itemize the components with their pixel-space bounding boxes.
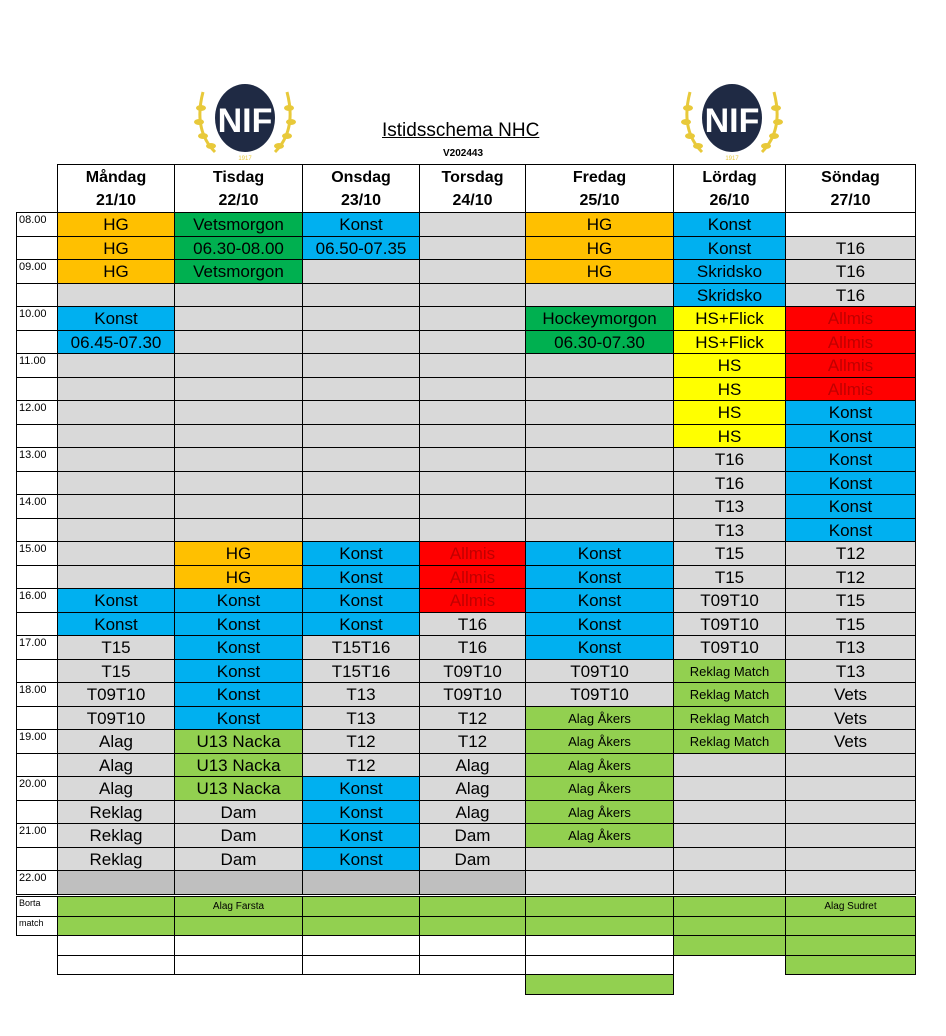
schedule-slot: Konst xyxy=(302,800,420,824)
schedule-slot xyxy=(419,330,526,354)
schedule-slot xyxy=(419,518,526,542)
schedule-slot: U13 Nacka xyxy=(174,776,303,801)
schedule-slot: Konst xyxy=(302,212,420,237)
schedule-slot: T15 xyxy=(57,659,175,683)
schedule-slot: T09T10 xyxy=(673,612,786,636)
schedule-slot: Konst xyxy=(525,541,674,566)
day-date: 27/10 xyxy=(830,191,871,209)
day-date: 24/10 xyxy=(452,191,493,209)
time-label xyxy=(16,659,58,683)
away-slot xyxy=(419,916,526,936)
schedule-title: Istidsschema NHC xyxy=(382,120,540,141)
day-header xyxy=(174,164,303,213)
schedule-slot: T15 xyxy=(673,541,786,566)
schedule-slot: T09T10 xyxy=(525,659,674,683)
time-label xyxy=(16,847,58,871)
schedule-slot: Reklag xyxy=(57,823,175,848)
svg-text:NIF: NIF xyxy=(217,102,273,140)
day-name: Torsdag xyxy=(441,168,504,186)
day-header xyxy=(673,164,786,213)
time-label xyxy=(16,330,58,354)
schedule-slot: T15 xyxy=(785,588,916,613)
day-date: 22/10 xyxy=(218,191,259,209)
schedule-slot: Allmis xyxy=(785,353,916,378)
schedule-slot: T16 xyxy=(419,635,526,660)
time-label: 11.00 xyxy=(16,353,58,378)
schedule-slot xyxy=(57,870,175,895)
schedule-slot: T09T10 xyxy=(419,682,526,707)
away-slot xyxy=(174,935,303,956)
schedule-slot xyxy=(57,424,175,448)
schedule-slot: T09T10 xyxy=(673,635,786,660)
time-label: 14.00 xyxy=(16,494,58,519)
away-slot xyxy=(673,935,786,956)
schedule-slot: T09T10 xyxy=(57,706,175,730)
schedule-slot: T09T10 xyxy=(57,682,175,707)
schedule-slot: Alag xyxy=(419,800,526,824)
schedule-slot xyxy=(302,330,420,354)
schedule-slot: T13 xyxy=(302,706,420,730)
schedule-slot: Konst xyxy=(525,612,674,636)
schedule-slot: T09T10 xyxy=(525,682,674,707)
schedule-slot: Konst xyxy=(302,823,420,848)
schedule-slot: Konst xyxy=(785,471,916,495)
time-label: 15.00 xyxy=(16,541,58,566)
schedule-slot xyxy=(174,400,303,425)
day-name: Tisdag xyxy=(212,168,265,186)
schedule-slot xyxy=(673,823,786,848)
schedule-slot: HG xyxy=(525,259,674,284)
away-slot xyxy=(302,896,420,917)
away-slot xyxy=(419,935,526,956)
away-slot xyxy=(525,955,674,975)
schedule-slot: T15 xyxy=(673,565,786,589)
schedule-slot: Konst xyxy=(302,565,420,589)
away-slot xyxy=(57,896,175,917)
schedule-slot xyxy=(785,753,916,777)
schedule-slot: T15T16 xyxy=(302,635,420,660)
schedule-slot xyxy=(673,870,786,895)
schedule-slot: Vets xyxy=(785,729,916,754)
schedule-slot xyxy=(174,447,303,472)
schedule-slot: Konst xyxy=(785,400,916,425)
schedule-slot: T09T10 xyxy=(673,588,786,613)
schedule-slot: Konst xyxy=(673,236,786,260)
schedule-slot: Alag Åkers xyxy=(525,800,674,824)
svg-text:1917: 1917 xyxy=(238,156,252,162)
schedule-slot xyxy=(57,494,175,519)
time-label: 08.00 xyxy=(16,212,58,237)
away-slot xyxy=(419,896,526,917)
schedule-slot: Reklag Match xyxy=(673,659,786,683)
time-label xyxy=(16,612,58,636)
schedule-slot xyxy=(525,353,674,378)
schedule-slot: Reklag Match xyxy=(673,706,786,730)
schedule-slot xyxy=(785,870,916,895)
day-date: 21/10 xyxy=(95,191,137,209)
away-slot xyxy=(419,955,526,975)
schedule-slot xyxy=(302,259,420,284)
schedule-slot xyxy=(525,400,674,425)
day-header xyxy=(57,164,175,213)
schedule-slot: 06.45-07.30 xyxy=(57,330,175,354)
schedule-slot xyxy=(174,330,303,354)
day-name: Lördag xyxy=(702,168,757,186)
schedule-slot: HS xyxy=(673,424,786,448)
away-slot: Alag Farsta xyxy=(174,896,303,917)
day-date: 26/10 xyxy=(709,191,750,209)
day-header xyxy=(302,164,420,213)
schedule-slot: Reklag Match xyxy=(673,729,786,754)
time-label xyxy=(16,753,58,777)
schedule-slot xyxy=(419,259,526,284)
schedule-slot: T12 xyxy=(785,541,916,566)
time-label: 22.00 xyxy=(16,870,58,895)
schedule-slot: Konst xyxy=(785,518,916,542)
schedule-slot: Konst xyxy=(174,706,303,730)
schedule-slot: Konst xyxy=(174,588,303,613)
schedule-slot xyxy=(174,353,303,378)
schedule-slot xyxy=(57,518,175,542)
schedule-slot: U13 Nacka xyxy=(174,753,303,777)
away-slot: Alag Sudret xyxy=(785,896,916,917)
schedule-slot: HS+Flick xyxy=(673,306,786,331)
schedule-slot: T13 xyxy=(302,682,420,707)
schedule-slot: Reklag xyxy=(57,800,175,824)
schedule-slot: Konst xyxy=(174,659,303,683)
schedule-slot: Konst xyxy=(57,588,175,613)
time-label: 19.00 xyxy=(16,729,58,754)
schedule-slot: HS+Flick xyxy=(673,330,786,354)
schedule-slot xyxy=(302,400,420,425)
schedule-slot: HG xyxy=(57,259,175,284)
schedule-slot: Skridsko xyxy=(673,259,786,284)
schedule-slot xyxy=(302,283,420,307)
schedule-slot: Vetsmorgon xyxy=(174,259,303,284)
time-label: 17.00 xyxy=(16,635,58,660)
schedule-slot xyxy=(174,283,303,307)
day-name: Fredag xyxy=(572,168,627,186)
time-label: 16.00 xyxy=(16,588,58,613)
schedule-slot: 06.30-07.30 xyxy=(525,330,674,354)
schedule-slot: Konst xyxy=(302,847,420,871)
schedule-slot: Alag Åkers xyxy=(525,706,674,730)
schedule-slot: Konst xyxy=(174,612,303,636)
version-label: V202443 xyxy=(443,148,484,159)
schedule-slot: Vetsmorgon xyxy=(174,212,303,237)
time-label xyxy=(16,706,58,730)
away-label: Borta xyxy=(16,896,58,917)
away-slot xyxy=(673,896,786,917)
schedule-slot: T16 xyxy=(785,283,916,307)
time-label: 13.00 xyxy=(16,447,58,472)
schedule-slot xyxy=(419,353,526,378)
schedule-slot xyxy=(57,283,175,307)
schedule-slot xyxy=(525,424,674,448)
schedule-slot: Alag xyxy=(419,753,526,777)
schedule-slot: Reklag Match xyxy=(673,682,786,707)
svg-text:NIF: NIF xyxy=(704,102,760,140)
schedule-slot: Konst xyxy=(525,588,674,613)
schedule-slot: Alag xyxy=(419,776,526,801)
schedule-slot xyxy=(785,212,916,237)
schedule-slot xyxy=(673,847,786,871)
schedule-slot: T12 xyxy=(419,706,526,730)
schedule-slot: Konst xyxy=(302,541,420,566)
schedule-slot xyxy=(57,447,175,472)
schedule-slot xyxy=(57,471,175,495)
schedule-slot: Dam xyxy=(174,823,303,848)
schedule-slot: Allmis xyxy=(785,377,916,401)
schedule-slot xyxy=(525,471,674,495)
schedule-slot xyxy=(525,494,674,519)
schedule-slot xyxy=(174,471,303,495)
schedule-slot xyxy=(785,776,916,801)
schedule-slot xyxy=(174,870,303,895)
schedule-slot xyxy=(57,400,175,425)
away-slot xyxy=(785,935,916,956)
schedule-slot: Konst xyxy=(785,447,916,472)
schedule-slot xyxy=(302,447,420,472)
away-slot xyxy=(525,974,674,995)
schedule-slot: Allmis xyxy=(419,541,526,566)
day-name: Söndag xyxy=(821,168,880,186)
time-label: 18.00 xyxy=(16,682,58,707)
schedule-slot xyxy=(57,377,175,401)
schedule-slot: HG xyxy=(174,565,303,589)
away-slot xyxy=(525,896,674,917)
schedule-slot: T16 xyxy=(419,612,526,636)
schedule-slot: Konst xyxy=(525,565,674,589)
schedule-slot: HS xyxy=(673,400,786,425)
schedule-slot: 06.30-08.00 xyxy=(174,236,303,260)
schedule-slot xyxy=(525,870,674,895)
schedule-slot: HS xyxy=(673,353,786,378)
away-label: match xyxy=(16,916,58,936)
schedule-slot xyxy=(673,776,786,801)
time-label xyxy=(16,424,58,448)
schedule-slot: Konst xyxy=(174,635,303,660)
day-date: 23/10 xyxy=(340,191,382,209)
away-slot xyxy=(302,955,420,975)
schedule-slot: Alag Åkers xyxy=(525,823,674,848)
schedule-slot: Dam xyxy=(174,800,303,824)
schedule-slot: Allmis xyxy=(419,588,526,613)
schedule-slot xyxy=(174,424,303,448)
schedule-slot xyxy=(525,447,674,472)
time-label xyxy=(16,800,58,824)
schedule-slot: Konst xyxy=(57,612,175,636)
svg-text:1917: 1917 xyxy=(725,156,739,162)
schedule-slot: Konst xyxy=(302,776,420,801)
schedule-slot xyxy=(785,847,916,871)
away-slot xyxy=(174,955,303,975)
schedule-slot: Alag Åkers xyxy=(525,729,674,754)
time-label: 10.00 xyxy=(16,306,58,331)
schedule-slot: Konst xyxy=(302,588,420,613)
time-label xyxy=(16,283,58,307)
schedule-slot: Konst xyxy=(785,424,916,448)
schedule-slot: Dam xyxy=(419,847,526,871)
schedule-slot: Reklag xyxy=(57,847,175,871)
schedule-slot xyxy=(785,823,916,848)
schedule-slot xyxy=(302,424,420,448)
schedule-slot xyxy=(419,471,526,495)
away-slot xyxy=(525,916,674,936)
schedule-slot: Konst xyxy=(673,212,786,237)
schedule-slot: HG xyxy=(174,541,303,566)
schedule-slot: Konst xyxy=(785,494,916,519)
schedule-slot xyxy=(419,283,526,307)
schedule-slot: T16 xyxy=(673,471,786,495)
day-name: Onsdag xyxy=(331,168,391,186)
schedule-slot: T12 xyxy=(785,565,916,589)
away-slot xyxy=(57,955,175,975)
schedule-slot xyxy=(419,236,526,260)
schedule-slot: Vets xyxy=(785,706,916,730)
schedule-slot: T13 xyxy=(785,659,916,683)
away-slot xyxy=(57,916,175,936)
day-header xyxy=(525,164,674,213)
day-header xyxy=(785,164,916,213)
schedule-slot: Dam xyxy=(174,847,303,871)
schedule-slot: T12 xyxy=(419,729,526,754)
time-label xyxy=(16,565,58,589)
schedule-slot: T15T16 xyxy=(302,659,420,683)
schedule-slot: Allmis xyxy=(785,330,916,354)
schedule-slot xyxy=(174,306,303,331)
schedule-slot: Konst xyxy=(57,306,175,331)
schedule-slot: U13 Nacka xyxy=(174,729,303,754)
away-slot xyxy=(785,955,916,975)
time-label: 12.00 xyxy=(16,400,58,425)
schedule-slot xyxy=(525,377,674,401)
time-label xyxy=(16,471,58,495)
schedule-slot: Dam xyxy=(419,823,526,848)
schedule-slot xyxy=(57,541,175,566)
schedule-slot xyxy=(419,870,526,895)
schedule-slot xyxy=(419,424,526,448)
schedule-slot: T13 xyxy=(785,635,916,660)
away-slot xyxy=(525,935,674,956)
time-label: 21.00 xyxy=(16,823,58,848)
schedule-slot: 06.50-07.35 xyxy=(302,236,420,260)
schedule-slot: Alag xyxy=(57,729,175,754)
schedule-slot: T09T10 xyxy=(419,659,526,683)
schedule-slot: T16 xyxy=(785,236,916,260)
schedule-slot: HG xyxy=(57,212,175,237)
schedule-slot: Skridsko xyxy=(673,283,786,307)
time-label: 09.00 xyxy=(16,259,58,284)
schedule-slot xyxy=(302,518,420,542)
schedule-slot xyxy=(57,353,175,378)
schedule-slot: HG xyxy=(525,236,674,260)
away-slot xyxy=(302,916,420,936)
day-date: 25/10 xyxy=(579,191,620,209)
schedule-slot xyxy=(673,753,786,777)
schedule-slot xyxy=(302,353,420,378)
schedule-slot: T12 xyxy=(302,729,420,754)
schedule-slot: Alag Åkers xyxy=(525,776,674,801)
away-slot xyxy=(57,935,175,956)
schedule-slot xyxy=(302,870,420,895)
away-slot xyxy=(302,935,420,956)
schedule-slot xyxy=(302,306,420,331)
day-name: Måndag xyxy=(85,168,147,186)
schedule-slot xyxy=(525,518,674,542)
schedule-slot: Allmis xyxy=(785,306,916,331)
time-label xyxy=(16,236,58,260)
schedule-slot: T16 xyxy=(673,447,786,472)
schedule-slot: T12 xyxy=(302,753,420,777)
schedule-slot xyxy=(419,494,526,519)
schedule-slot: Alag Åkers xyxy=(525,753,674,777)
schedule-slot xyxy=(419,212,526,237)
schedule-slot: HG xyxy=(57,236,175,260)
schedule-slot: Alag xyxy=(57,753,175,777)
schedule-slot xyxy=(673,800,786,824)
schedule-slot: T13 xyxy=(673,518,786,542)
schedule-slot xyxy=(174,518,303,542)
schedule-slot xyxy=(525,847,674,871)
schedule-slot: Vets xyxy=(785,682,916,707)
schedule-slot xyxy=(174,494,303,519)
schedule-slot: T15 xyxy=(785,612,916,636)
schedule-slot: T15 xyxy=(57,635,175,660)
schedule-slot: Konst xyxy=(174,682,303,707)
time-label: 20.00 xyxy=(16,776,58,801)
day-header xyxy=(419,164,526,213)
schedule-slot: Allmis xyxy=(419,565,526,589)
schedule-slot: HG xyxy=(525,212,674,237)
schedule-slot xyxy=(419,306,526,331)
schedule-slot xyxy=(57,565,175,589)
schedule-slot: Alag xyxy=(57,776,175,801)
schedule-slot xyxy=(525,283,674,307)
away-slot xyxy=(174,916,303,936)
schedule-slot xyxy=(419,377,526,401)
schedule-slot: T13 xyxy=(673,494,786,519)
away-slot xyxy=(785,916,916,936)
away-slot xyxy=(673,916,786,936)
schedule-slot xyxy=(302,494,420,519)
schedule-slot: Konst xyxy=(525,635,674,660)
schedule-slot xyxy=(302,377,420,401)
schedule-slot xyxy=(174,377,303,401)
schedule-slot xyxy=(302,471,420,495)
schedule-slot: Hockeymorgon xyxy=(525,306,674,331)
schedule-slot xyxy=(419,447,526,472)
schedule-slot xyxy=(419,400,526,425)
time-label xyxy=(16,377,58,401)
schedule-slot: T16 xyxy=(785,259,916,284)
time-label xyxy=(16,518,58,542)
schedule-slot: Konst xyxy=(302,612,420,636)
schedule-slot xyxy=(785,800,916,824)
schedule-slot: HS xyxy=(673,377,786,401)
